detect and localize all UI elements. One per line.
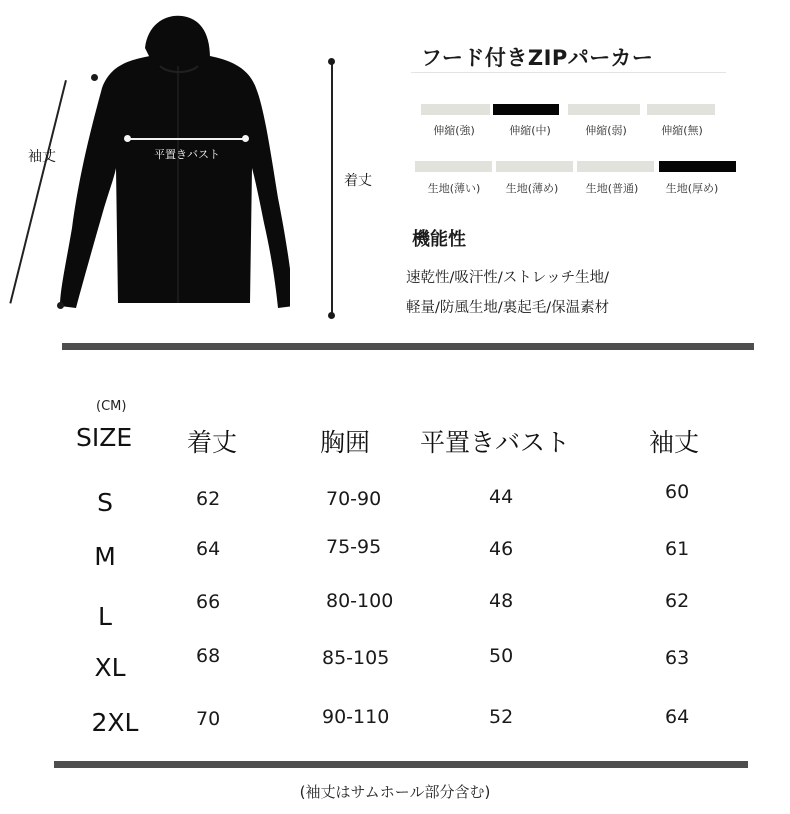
- unit-label: (CM): [96, 399, 127, 414]
- bust-left-dot: [124, 135, 131, 142]
- chest-cell: 70-90: [326, 488, 382, 510]
- sleeve-top-dot: [91, 74, 98, 81]
- length-cell: 64: [196, 538, 221, 560]
- fabric-bar-normal: [577, 161, 654, 172]
- stretch-label-medium: 伸縮(中): [509, 124, 551, 137]
- features-line-1: 速乾性/吸汗性/ストレッチ生地/: [406, 270, 610, 286]
- length-cell: 62: [196, 488, 221, 510]
- bust-cell: 50: [489, 645, 514, 667]
- footnote: (袖丈はサムホール部分含む): [299, 783, 491, 801]
- bust-cell: 52: [489, 706, 514, 728]
- size-cell: L: [98, 602, 112, 631]
- chest-cell: 80-100: [326, 590, 394, 612]
- bust-cell: 48: [489, 590, 514, 612]
- bust-dimension-line: [128, 138, 246, 140]
- features-line-2: 軽量/防風生地/裏起毛/保温素材: [406, 300, 610, 316]
- bust-right-dot: [242, 135, 249, 142]
- chest-cell: 90-110: [322, 706, 390, 728]
- size-cell: S: [97, 488, 113, 517]
- stretch-label-weak: 伸縮(弱): [585, 124, 627, 137]
- sleeve-cell: 63: [665, 647, 690, 669]
- stretch-bar-none: [647, 104, 715, 115]
- bust-cell: 44: [489, 486, 514, 508]
- length-cell: 66: [196, 591, 221, 613]
- product-title: フード付きZIPパーカー: [421, 46, 654, 70]
- fabric-label-thinnish: 生地(薄め): [505, 182, 559, 195]
- length-dimension-line: [331, 62, 333, 316]
- sleeve-cell: 61: [665, 538, 690, 560]
- top-divider: [62, 343, 754, 350]
- size-cell: XL: [94, 653, 126, 682]
- sleeve-bottom-dot: [57, 302, 64, 309]
- length-bottom-dot: [328, 312, 335, 319]
- sleeve-cell: 64: [665, 706, 690, 728]
- header-chest: 胸囲: [320, 428, 371, 457]
- fabric-label-thick: 生地(厚め): [665, 182, 719, 195]
- hoodie-illustration: [50, 8, 290, 318]
- header-size: SIZE: [76, 423, 133, 452]
- chest-cell: 85-105: [322, 647, 390, 669]
- size-cell: M: [94, 542, 116, 571]
- stretch-bar-medium: [493, 104, 559, 115]
- header-sleeve: 袖丈: [649, 428, 700, 457]
- size-cell: 2XL: [91, 708, 139, 737]
- features-title: 機能性: [412, 229, 466, 250]
- bottom-divider: [54, 761, 748, 768]
- chest-cell: 75-95: [326, 536, 382, 558]
- title-underline: [411, 72, 726, 73]
- sleeve-cell: 62: [665, 590, 690, 612]
- length-label: 着丈: [344, 173, 372, 189]
- length-cell: 70: [196, 708, 221, 730]
- header-length: 着丈: [187, 428, 238, 457]
- length-cell: 68: [196, 645, 221, 667]
- header-bust: 平置きバスト: [420, 428, 571, 457]
- length-top-dot: [328, 58, 335, 65]
- fabric-label-thin: 生地(薄い): [427, 182, 481, 195]
- fabric-bar-thin: [415, 161, 492, 172]
- fabric-bar-thick: [659, 161, 736, 172]
- stretch-label-none: 伸縮(無): [661, 124, 703, 137]
- sleeve-label: 袖丈: [28, 149, 56, 165]
- bust-label: 平置きバスト: [154, 148, 220, 161]
- stretch-bar-strong: [421, 104, 490, 115]
- bust-cell: 46: [489, 538, 514, 560]
- fabric-bar-thinnish: [496, 161, 573, 172]
- sleeve-cell: 60: [665, 481, 690, 503]
- stretch-bar-weak: [568, 104, 640, 115]
- stretch-label-strong: 伸縮(強): [433, 124, 475, 137]
- fabric-label-normal: 生地(普通): [585, 182, 639, 195]
